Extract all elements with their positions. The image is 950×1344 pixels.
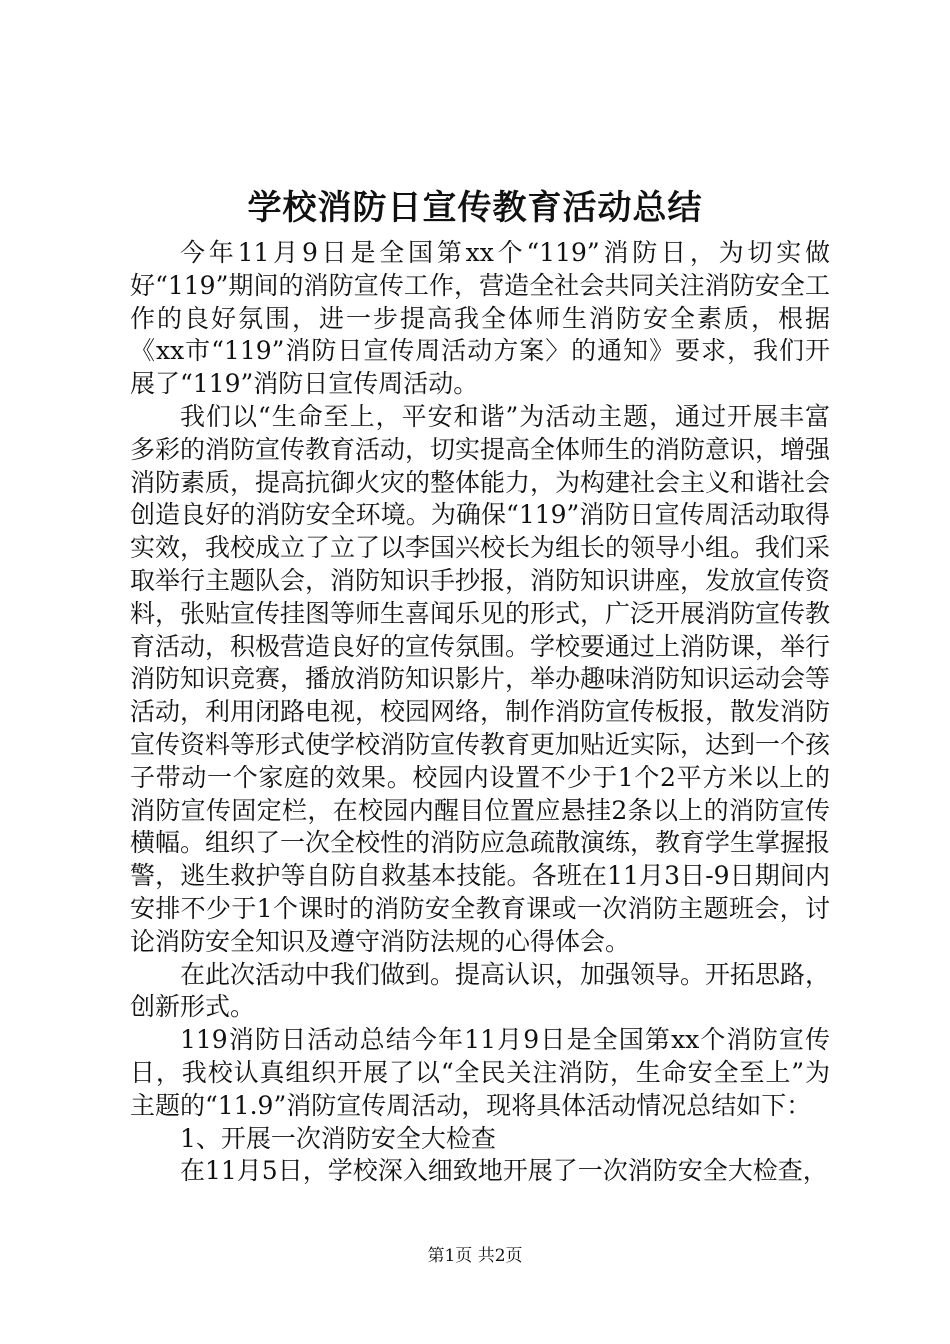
paragraph-intro: 今年11月9日是全国第xx个“119”消防日，为切实做好“119”期间的消防宣传工作，营造全社会共同关注消防安全工作的良好氛围，进一步提高我全体师生消防安全素质，根据《xx市“119”消防日宣传周活动方案〉的通知》要求，我们开展了“119”消防日宣传周活动。 bbox=[130, 238, 830, 399]
page-number-footer: 第1页 共2页 bbox=[427, 1246, 523, 1266]
paragraph-inspection: 在11月5日，学校深入细致地开展了一次消防安全大检查， bbox=[180, 1156, 828, 1186]
document-body bbox=[130, 237, 830, 1188]
paragraph-activity-summary: 119消防日活动总结今年11月9日是全国第xx个消防宣传日，我校认真组织开展了以“全民关注消防，生命安全至上”为主题的“11.9”消防宣传周活动，现将具体活动情况总结如下： bbox=[130, 1025, 830, 1120]
document-title: 学校消防日宣传教育活动总结 bbox=[247, 188, 703, 228]
section-heading-inspection: 1、开展一次消防安全大检查 bbox=[180, 1123, 496, 1153]
paragraph-summary-points: 在此次活动中我们做到。提高认识，加强领导。开拓思路，创新形式。 bbox=[130, 959, 831, 1022]
paragraph-theme: 我们以“生命至上，平安和谐”为活动主题，通过开展丰富多彩的消防宣传教育活动，切实提高全体师生的消防意识，增强消防素质，提高抗御火灾的整体能力，为构建社会主义和谐社会创造良好的消防安全环境。为确保“119”消防日宣传周活动取得实效，我校成立了立了以李国兴校长为组长的领导小组。我们采取举行主题队会，消防知识手抄报，消防知识讲座，发放宣传资料，张贴宣传挂图等师生喜闻乐见的形式，广泛开展消防宣传教育活动，积极营造良好的宣传氛围。学校要通过上消防课，举行消防知识竞赛，播放消防知识影片，举办趣味消防知识运动会等活动，利用闭路电视，校园网络，制作消防宣传板报，散发消防宣传资料等形式使学校消防宣传教育更加贴近实际，达到一个孩子带动一个家庭的效果。校园内设置不少于1个2平方米以上的消防宣传固定栏，在校园内醒目位置应悬挂2条以上的消防宣传横幅。组织了一次全校性的消防应急疏散演练，教育学生掌握报警，逃生救护等自防自救基本技能。各班在11月3日-9日期间内安排不少于1个课时的消防安全教育课或一次消防主题班会，讨论消防安全知识及遵守消防法规的心得体会。 bbox=[130, 401, 831, 956]
